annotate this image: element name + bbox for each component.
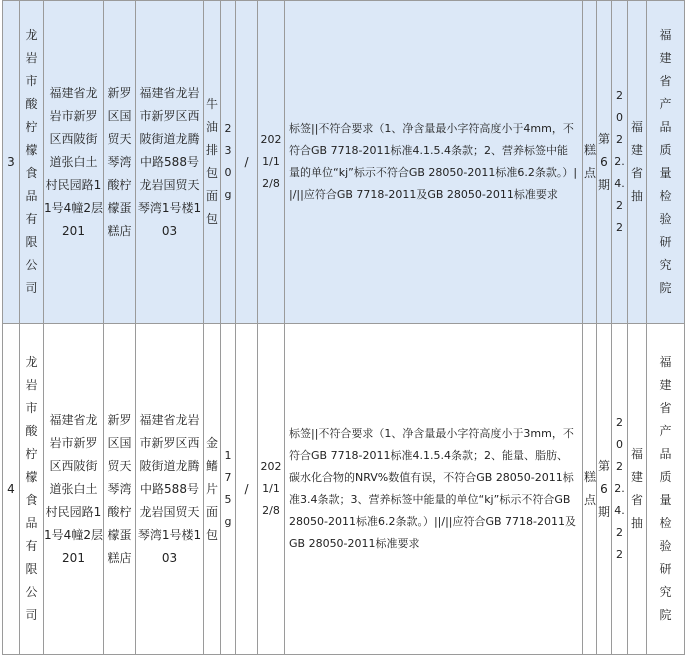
batch-cell xyxy=(597,324,612,655)
notice-date-cell xyxy=(612,1,628,324)
category-value: 糕点 xyxy=(583,143,596,180)
producer-cell xyxy=(20,1,44,324)
batch-value: 第6期 xyxy=(597,131,610,192)
producer-name: 龙岩市酸柠檬食品有限公司 xyxy=(25,28,38,295)
seller-address-cell: 福建省龙岩市新罗区西陂街道龙腾中路588号龙岩国贸天琴湾1号楼103 xyxy=(136,1,204,324)
task-source: 福建省抽 xyxy=(630,447,643,530)
batch-cell xyxy=(597,1,612,324)
defect-cell: 标签||不符合要求（1、净含量最小字符高度小于3mm，不符合GB 7718-2011标准4.1.5.4条款；2、能量、脂肪、碳水化合物的NRV%数值有误，不符合GB 28050-2011标准3.4条款；3、营养标签中能量的单位“kj”标示不符合GB 28050-2011标准6.2条款。）||/||应符合GB 7718-2011及GB 28050-2011标准要求 xyxy=(285,324,583,655)
task-source-cell xyxy=(628,1,647,324)
inspection-table xyxy=(2,0,685,655)
brand-cell: / xyxy=(236,324,258,655)
date-cell: 2021/12/8 xyxy=(258,1,285,324)
product-cell xyxy=(204,324,221,655)
product-name: 牛油排包面包 xyxy=(205,97,218,226)
table-row xyxy=(3,1,685,324)
seq-cell: 3 xyxy=(3,1,20,324)
task-source: 福建省抽 xyxy=(630,120,643,203)
category-cell xyxy=(583,324,597,655)
date-cell: 2021/12/8 xyxy=(258,324,285,655)
lab-cell xyxy=(647,1,685,324)
seq-cell: 4 xyxy=(3,324,20,655)
producer-name: 龙岩市酸柠檬食品有限公司 xyxy=(25,355,38,622)
batch-value: 第6期 xyxy=(597,458,610,519)
lab-name: 福建省产品质量检验研究院 xyxy=(659,28,672,295)
spec-cell xyxy=(221,1,236,324)
notice-date: 2022.4.22 xyxy=(614,89,625,234)
seller-address-cell: 福建省龙岩市新罗区西陂街道龙腾中路588号龙岩国贸天琴湾1号楼103 xyxy=(136,324,204,655)
seller-cell: 新罗区国贸天琴湾酸柠檬蛋糕店 xyxy=(104,324,136,655)
producer-cell xyxy=(20,324,44,655)
producer-address-cell: 福建省龙岩市新罗区西陂街道张白土村民园路11号4幢2层201 xyxy=(44,324,104,655)
lab-cell xyxy=(647,324,685,655)
producer-address-cell: 福建省龙岩市新罗区西陂街道张白土村民园路11号4幢2层201 xyxy=(44,1,104,324)
product-cell xyxy=(204,1,221,324)
notice-date-cell xyxy=(612,324,628,655)
brand-cell: / xyxy=(236,1,258,324)
category-value: 糕点 xyxy=(583,470,596,507)
task-source-cell xyxy=(628,324,647,655)
spec-value: 175g xyxy=(224,449,232,528)
lab-name: 福建省产品质量检验研究院 xyxy=(659,355,672,622)
spec-cell xyxy=(221,324,236,655)
table-row xyxy=(3,324,685,655)
defect-cell: 标签||不符合要求（1、净含量最小字符高度小于4mm，不符合GB 7718-2011标准4.1.5.4条款；2、营养标签中能量的单位“kj”标示不符合GB 28050-2011标准6.2条款。）||/||应符合GB 7718-2011及GB 28050-2011标准要求 xyxy=(285,1,583,324)
category-cell xyxy=(583,1,597,324)
seller-cell: 新罗区国贸天琴湾酸柠檬蛋糕店 xyxy=(104,1,136,324)
notice-date: 2022.4.22 xyxy=(614,416,625,561)
product-name: 金鳍片面包 xyxy=(205,435,218,542)
spec-value: 230g xyxy=(224,122,232,201)
